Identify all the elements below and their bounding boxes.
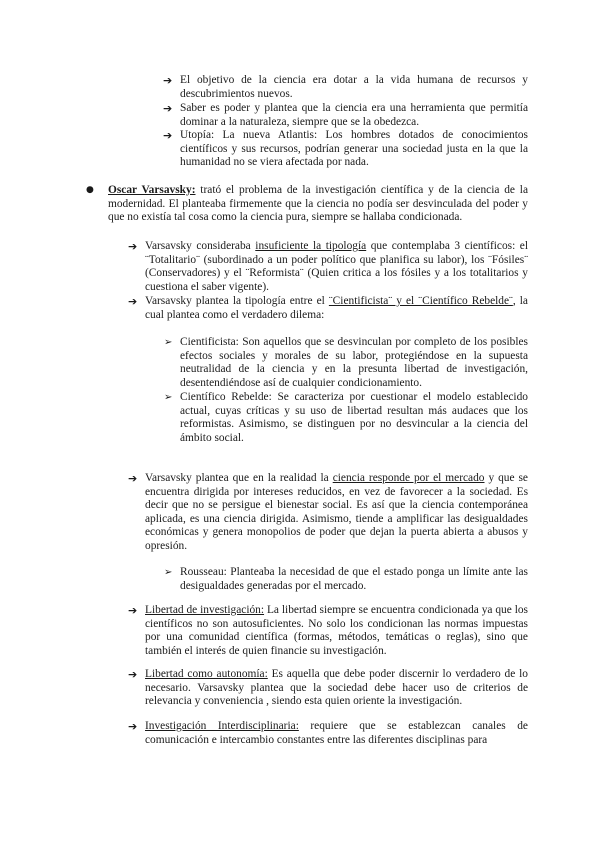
underlined-term: Investigación Interdisciplinaria: xyxy=(145,720,299,732)
arrow-right-icon: ➔ xyxy=(128,668,138,681)
text-part: Varsavsky consideraba xyxy=(145,240,256,252)
text-part: y que se encuentra dirigida por intereses reducidos, en vez de favorecer a la sociedad. Es decir que no se persigue el bienestar social. Es así que la ciencia contemporánea aplicada, es una ciencia dirigida. Asimismo, tiende a amplificar las desigualdades económicas y genera monopolios de poder que dejan la puerta abierta a abusos y opresión. xyxy=(145,472,528,552)
text-part: , la cual plantea como el verdadero dilema: xyxy=(145,295,528,321)
underlined-term: ¨Cientificista¨ y el ¨Científico Rebelde¨ xyxy=(328,295,513,307)
list-item xyxy=(128,240,528,294)
list-item xyxy=(163,102,528,129)
list-item xyxy=(164,566,528,593)
item-text xyxy=(145,295,528,322)
item-text: Saber es poder y plantea que la ciencia era una herramienta que permitía dominar a la naturaleza, siempre que se la obedezca. xyxy=(180,102,528,128)
item-text: Rousseau: Planteaba la necesidad de que el estado ponga un límite ante las desigualdades generadas por el mercado. xyxy=(180,566,528,592)
list-item-varsavsky xyxy=(86,184,528,225)
text-part: requiere que se establezcan canales de comunicación e intercambio constantes entre las diferentes disciplinas para xyxy=(145,720,528,746)
item-text xyxy=(145,604,528,658)
arrow-right-icon: ➔ xyxy=(128,720,138,733)
list-item xyxy=(128,295,528,322)
text-part: Es aquella que debe poder discernir lo verdadero de lo necesario. Varsavsky plantea que la sociedad debe hacer uso de criterios de relevancia y conveniencia , siendo esta quien oriente la investigación. xyxy=(145,668,528,708)
arrow-right-icon: ➔ xyxy=(163,74,173,87)
list-item xyxy=(164,336,528,390)
bullet-icon: ● xyxy=(86,185,94,195)
item-text: Científico Rebelde: Se caracteriza por cuestionar el modelo establecido actual, cuyas críticas y su uso de libertad resultan más audaces que los reformistas. Asimismo, se distinguen por no desvincular a la ciencia del ámbito social. xyxy=(180,391,528,444)
text-part: que contemplaba 3 científicos: el ¨Totalitario¨ (subordinado a un poder político que planifica su labor), los ¨Fósiles¨ (Conservadores) y el ¨Reformista¨ (Quien critica a los fósiles y a los totalitarios y cuestiona el saber vigente). xyxy=(145,240,528,293)
list-item xyxy=(128,472,528,554)
arrow-right-icon: ➔ xyxy=(163,129,173,142)
list-item xyxy=(128,720,528,747)
underlined-term: Libertad como autonomía: xyxy=(145,668,268,680)
text-part: Varsavsky plantea la tipología entre el xyxy=(145,295,329,307)
underlined-term: ciencia responde por el mercado xyxy=(332,472,485,484)
item-text xyxy=(145,240,528,294)
list-item xyxy=(163,74,528,101)
text-part: La libertad siempre se encuentra condicionada ya que los científicos no son autosuficientes. No solo los condicionan las normas impuestas por una comunidad científica (formas, métodos, temáticas o reglas), sino que también el interés de quien financie su investigación. xyxy=(145,604,528,657)
list-item xyxy=(128,604,528,658)
triangle-arrow-icon: ➢ xyxy=(164,567,173,578)
item-text xyxy=(108,184,528,225)
arrow-right-icon: ➔ xyxy=(128,604,138,617)
arrow-right-icon: ➔ xyxy=(128,472,138,485)
underlined-term: insuficiente la tipología xyxy=(255,240,367,252)
arrow-right-icon: ➔ xyxy=(163,102,173,115)
intro-text: trató el problema de la investigación científica y de la ciencia de la modernidad. El planteaba firmemente que la ciencia no podía ser desvinculada del poder y que no existía tal cosa como la ciencia pura, siempre se hallaba condicionada. xyxy=(108,184,528,224)
list-item xyxy=(128,668,528,709)
item-text xyxy=(145,720,528,747)
item-text xyxy=(145,668,528,709)
underlined-term: Libertad de investigación: xyxy=(145,604,265,616)
item-text: Cientificista: Son aquellos que se desvinculan por completo de los posibles efectos sociales y morales de su labor, protegiéndose en la supuesta neutralidad de la ciencia y en la presunta libertad de investigación, desentendiéndose así de cualquier condicionamiento. xyxy=(180,336,528,389)
text-part: Varsavsky plantea que en la realidad la xyxy=(145,472,333,484)
list-item xyxy=(163,129,528,170)
item-text: Utopía: La nueva Atlantis: Los hombres dotados de conocimientos científicos y sus recursos, podrían generar una sociedad justa en la que la humanidad no se viera afectada por nada. xyxy=(180,129,528,169)
item-text xyxy=(145,472,528,554)
item-text: El objetivo de la ciencia era dotar a la vida humana de recursos y descubrimientos nuevos. xyxy=(180,74,528,100)
arrow-right-icon: ➔ xyxy=(128,295,138,308)
arrow-right-icon: ➔ xyxy=(128,240,138,253)
triangle-arrow-icon: ➢ xyxy=(164,392,173,403)
list-item xyxy=(164,391,528,445)
triangle-arrow-icon: ➢ xyxy=(164,337,173,348)
author-name: Oscar Varsavsky: xyxy=(108,184,196,196)
